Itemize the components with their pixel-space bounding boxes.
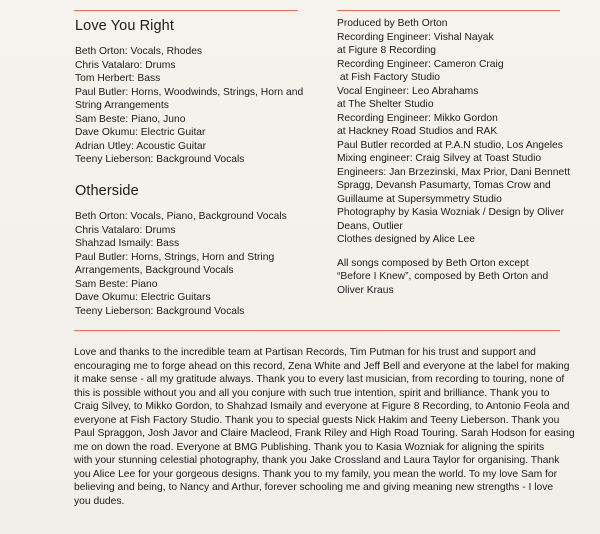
love-you-right-section (75, 17, 315, 167)
production-line: Recording Engineer: Mikko Gordon (337, 112, 498, 124)
credit-line: Dave Okumu: Electric Guitar (75, 127, 206, 138)
top-right-divider (337, 10, 560, 11)
credit-line: Teeny Lieberson: Background Vocals (75, 154, 245, 165)
thanks-line: everyone at Fish Factory Studio. Thank you to special guests Nick Hakim and Teeny Lieberson. Thank you (74, 414, 560, 426)
production-line: Mixing engineer: Craig Silvey at Toast Studio (337, 153, 542, 164)
production-line: at The Shelter Studio (337, 99, 434, 110)
spacer (337, 247, 577, 257)
credit-line: Chris Vatalaro: Drums (75, 59, 176, 71)
thanks-line: this is possible without you and all you conjure with such true intention, spirit and brilliance. Thank you to (74, 387, 550, 399)
credit-line: Arrangements, Background Vocals (75, 265, 234, 276)
top-left-divider (74, 10, 298, 11)
credit-line: Paul Butler: Horns, Strings, Horn and String (75, 251, 275, 263)
thanks-line: Paul Spraggon, Josh Javor and Claire Macleod, Frank Riley and High Road Touring. Sarah Hodson for easing (74, 428, 575, 439)
songwriting-line: Oliver Kraus (337, 284, 394, 296)
production-line: Recording Engineer: Vishal Nayak (337, 31, 494, 43)
credit-line: Shahzad Ismaily: Bass (75, 238, 180, 249)
thanks-line: encouraging me to forge ahead on this record, Zena White and Jeff Bell and everyone at the label for making (74, 360, 570, 372)
production-line: Deans, Outlier (337, 220, 403, 232)
credit-line: Adrian Utley: Acoustic Guitar (75, 140, 207, 152)
production-line: at Figure 8 Recording (337, 45, 437, 56)
thanks-line: you dudes. (74, 495, 125, 507)
credit-line: Sam Beste: Piano, Juno (75, 113, 186, 125)
production-line: Engineers: Jan Brzezinski, Max Prior, Dani Bennett (337, 166, 570, 178)
credit-line: Chris Vatalaro: Drums (75, 224, 176, 236)
thanks-line: believing and being, to Nancy and Arthur, forever schooling me and giving meaning new strengths - I love (74, 482, 554, 493)
credit-line: Sam Beste: Piano (75, 278, 158, 290)
credit-line: Beth Orton: Vocals, Rhodes (75, 46, 203, 57)
credit-line: Tom Herbert: Bass (75, 73, 161, 84)
thanks-line: me on down the road. Everyone at BMG Publishing. Thank you to Kasia Wozniak for aligning the spirits (74, 441, 545, 453)
credit-line: Teeny Lieberson: Background Vocals (75, 305, 245, 317)
production-line: at Hackney Road Studios and RAK (337, 126, 498, 137)
production-line: Spragg, Devansh Pasumarty, Tomas Crow and (337, 180, 551, 191)
thanks-line: it make sense - all my gratitude always. Thank you to every last musician, from recording to touring, none of (74, 374, 565, 385)
thanks-line: Craig Silvey, to Mikko Gordon, to Shahzad Ismaily and everyone at Figure 8 Recording, to Antonio Feola and (74, 401, 570, 412)
songwriting-line: All songs composed by Beth Orton except (337, 257, 529, 269)
production-line: Recording Engineer: Cameron Craig (337, 58, 504, 70)
production-line: Produced by Beth Orton (337, 18, 448, 29)
credit-line: Beth Orton: Vocals, Piano, Background Vocals (75, 211, 287, 222)
production-credits (337, 17, 577, 297)
thanks-line: you Alice Lee for your gorgeous designs. Thank you to my family, you mean the world. To my love Sam for (74, 468, 558, 480)
track-title-love-you-right: Love You Right (75, 18, 174, 34)
thanks-paragraph (74, 346, 574, 508)
credit-line: String Arrangements (75, 100, 169, 111)
otherside-section (75, 182, 315, 318)
production-line: Clothes designed by Alice Lee (337, 234, 475, 245)
production-line: Photography by Kasia Wozniak / Design by Oliver (337, 207, 565, 218)
credit-line: Dave Okumu: Electric Guitars (75, 292, 211, 303)
thanks-line: with your stunning celestial photography, thank you Jake Crossland and Laura Taylor for organising. Thank (74, 455, 560, 466)
songwriting-line: “Before I Knew”, composed by Beth Orton and (337, 271, 549, 282)
thanks-line: Love and thanks to the incredible team at Partisan Records, Tim Putman for his trust and support and (74, 347, 536, 358)
love-you-right-credits (75, 45, 315, 167)
otherside-credits (75, 210, 315, 318)
production-line: Guillaume at Supersymmetry Studio (337, 193, 502, 205)
production-line: Paul Butler recorded at P.A.N studio, Los Angeles (337, 139, 563, 151)
middle-divider (74, 330, 560, 331)
production-line: at Fish Factory Studio (337, 72, 441, 83)
songwriting-credits (337, 257, 577, 298)
credit-line: Paul Butler: Horns, Woodwinds, Strings, Horn and (75, 86, 304, 98)
track-title-otherside: Otherside (75, 183, 139, 199)
production-line: Vocal Engineer: Leo Abrahams (337, 85, 479, 97)
